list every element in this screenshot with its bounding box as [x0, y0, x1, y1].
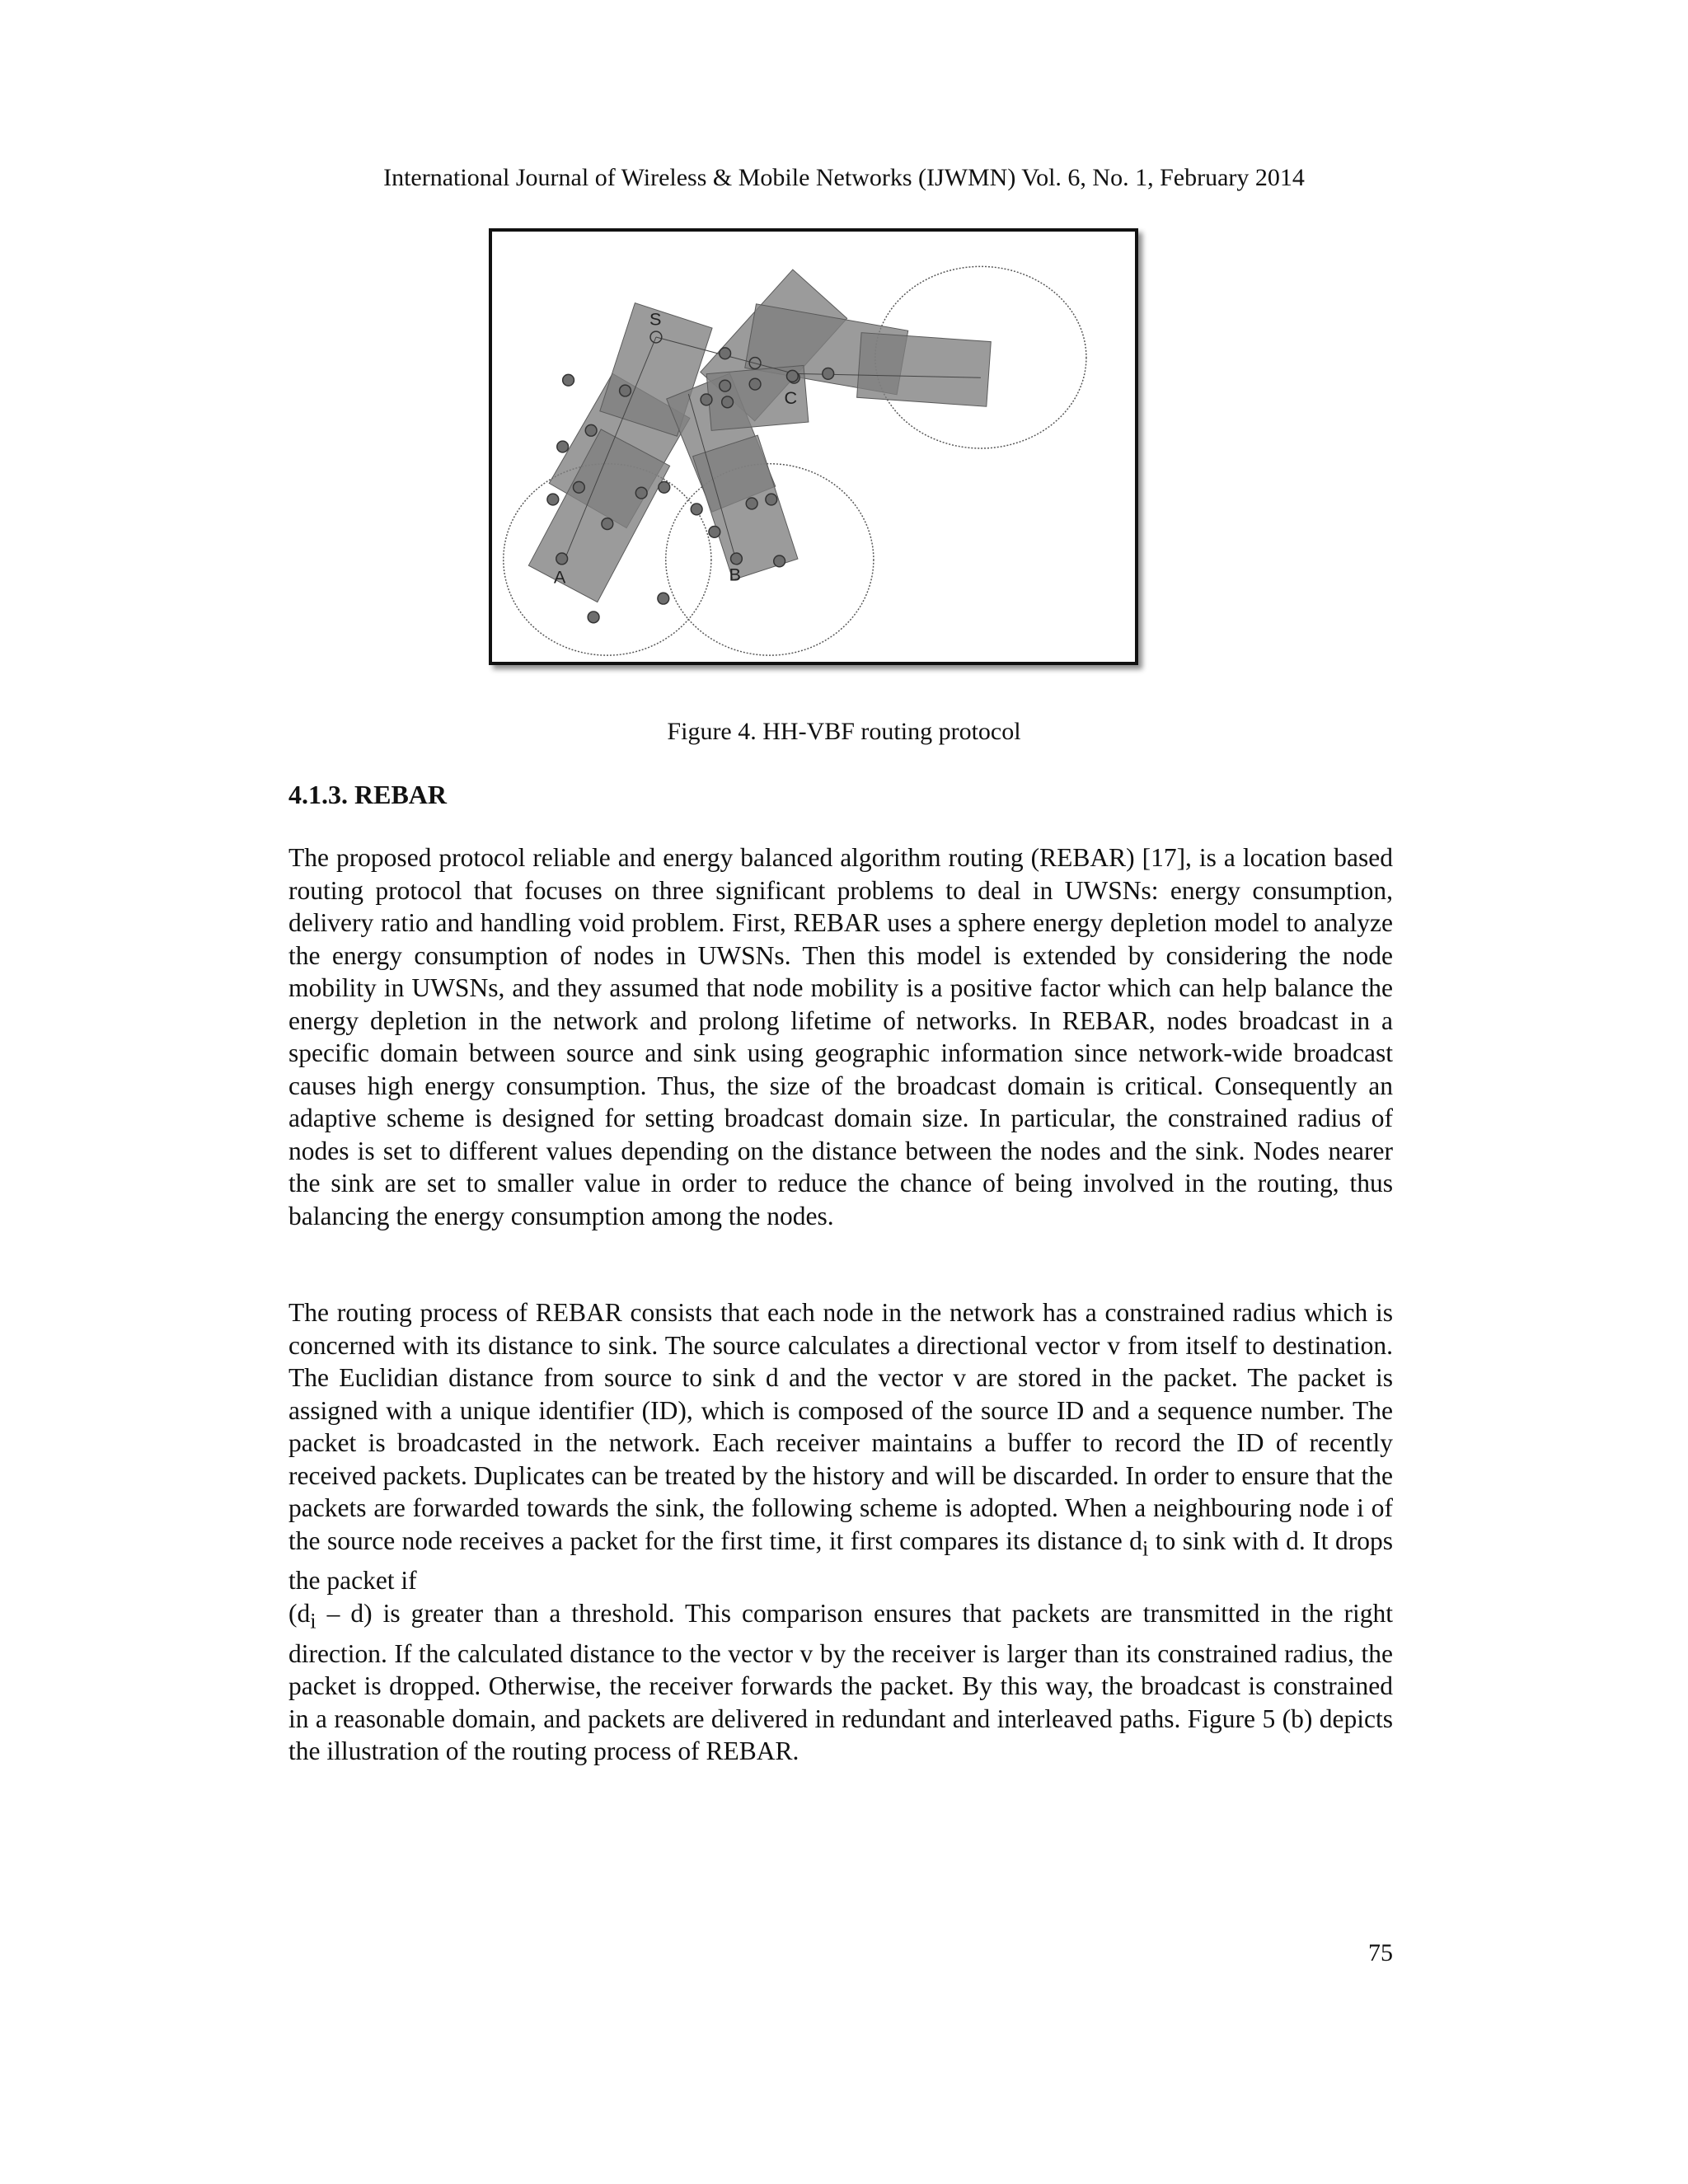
node [720, 380, 731, 391]
node [746, 498, 757, 509]
hh-vbf-diagram-svg [492, 232, 1135, 662]
node-label-a: A [553, 566, 566, 588]
node [722, 396, 734, 408]
section-heading: 4.1.3. REBAR [288, 780, 448, 809]
body-paragraph-2 [288, 1296, 1393, 1768]
node [547, 494, 559, 505]
node [720, 348, 731, 359]
node [635, 487, 647, 499]
figure-hh-vbf-diagram [489, 228, 1138, 665]
node-label-b: B [729, 564, 742, 585]
node [774, 555, 785, 567]
node [588, 612, 599, 623]
running-header: International Journal of Wireless & Mobile Networks (IJWMN) Vol. 6, No. 1, February 2014 [383, 164, 1305, 191]
node [659, 481, 670, 493]
node [749, 378, 761, 390]
node [557, 441, 569, 452]
node-b [731, 553, 743, 565]
pipe-s-c-2 [857, 333, 992, 407]
paragraph2-text-1: The routing process of REBAR consists that each node in the network has a constrained radius which is concerned with its distance to sink. The source calculates a directional vector v from itself to destination. The Euclidian distance from source to sink d and the vector v are stored in the packet. The packet is assigned with a unique identifier (ID), which is composed of the source ID and a sequence number. The packet is broadcasted in the network. Each receiver maintains a buffer to record the ID of recently received packets. Duplicates can be treated by the history and will be discarded. In order to ensure that the packets are forwarded towards the sink, the following scheme is adopted. When a neighbouring node i of the source node receives a packet for the first time, it first compares its distance d [288, 1298, 1393, 1555]
subscript-i: i [1142, 1535, 1149, 1560]
paragraph2-text-2: to sink with d. It drops the packet if [288, 1526, 1393, 1596]
node [766, 494, 777, 505]
page-number: 75 [1368, 1939, 1393, 1966]
node [709, 527, 720, 538]
figure-caption: Figure 4. HH-VBF routing protocol [667, 718, 1021, 745]
node-c [786, 370, 798, 382]
node [585, 424, 597, 436]
node-label-s: S [649, 308, 662, 330]
node [658, 593, 669, 604]
node [563, 374, 574, 386]
node [573, 481, 584, 493]
node [691, 504, 702, 515]
node [823, 368, 834, 379]
body-paragraph-1: The proposed protocol reliable and energy balanced algorithm routing (REBAR) [17], is a location based routing protocol that focuses on three significant problems to deal in UWSNs: energy consumption, delivery ratio and handling void problem. First, REBAR uses a sphere energy depletion model to analyze the energy consumption of nodes in UWSNs. Then this model is extended by considering the node mobility in UWSNs, and they assumed that node mobility is a positive factor which can help balance the energy depletion in the network and prolong lifetime of networks. In REBAR, nodes broadcast in a specific domain between source and sink using geographic information since network-wide broadcast causes high energy consumption. Thus, the size of the broadcast domain is critical. Consequently an adaptive scheme is designed for setting broadcast domain size. In particular, the constrained radius of nodes is set to different values depending on the distance between the nodes and the sink. Nodes nearer the sink are set to smaller value in order to reduce the chance of being involved in the routing, thus balancing the energy consumption among the nodes. [288, 843, 1393, 1230]
node-label-c: C [784, 387, 798, 408]
node [620, 385, 631, 396]
paragraph2-text-4: – d) is greater than a threshold. This comparison ensures that packets are transmitted in the right direction. If the calculated distance to the vector v by the receiver is larger than its constrained radius, the packet is dropped. Otherwise, the receiver forwards the packet. By this way, the broadcast is constrained in a reasonable domain, and packets are delivered in redundant and interleaved paths. Figure 5 (b) depicts the illustration of the routing process of REBAR. [288, 1598, 1393, 1766]
node-a [556, 553, 568, 565]
subscript-i-2: i [310, 1609, 316, 1633]
node [602, 518, 613, 530]
node [701, 394, 712, 405]
routing-pipes [528, 269, 991, 602]
paragraph2-text-3: (d [288, 1598, 311, 1628]
pipe-s-a-2 [528, 429, 669, 602]
